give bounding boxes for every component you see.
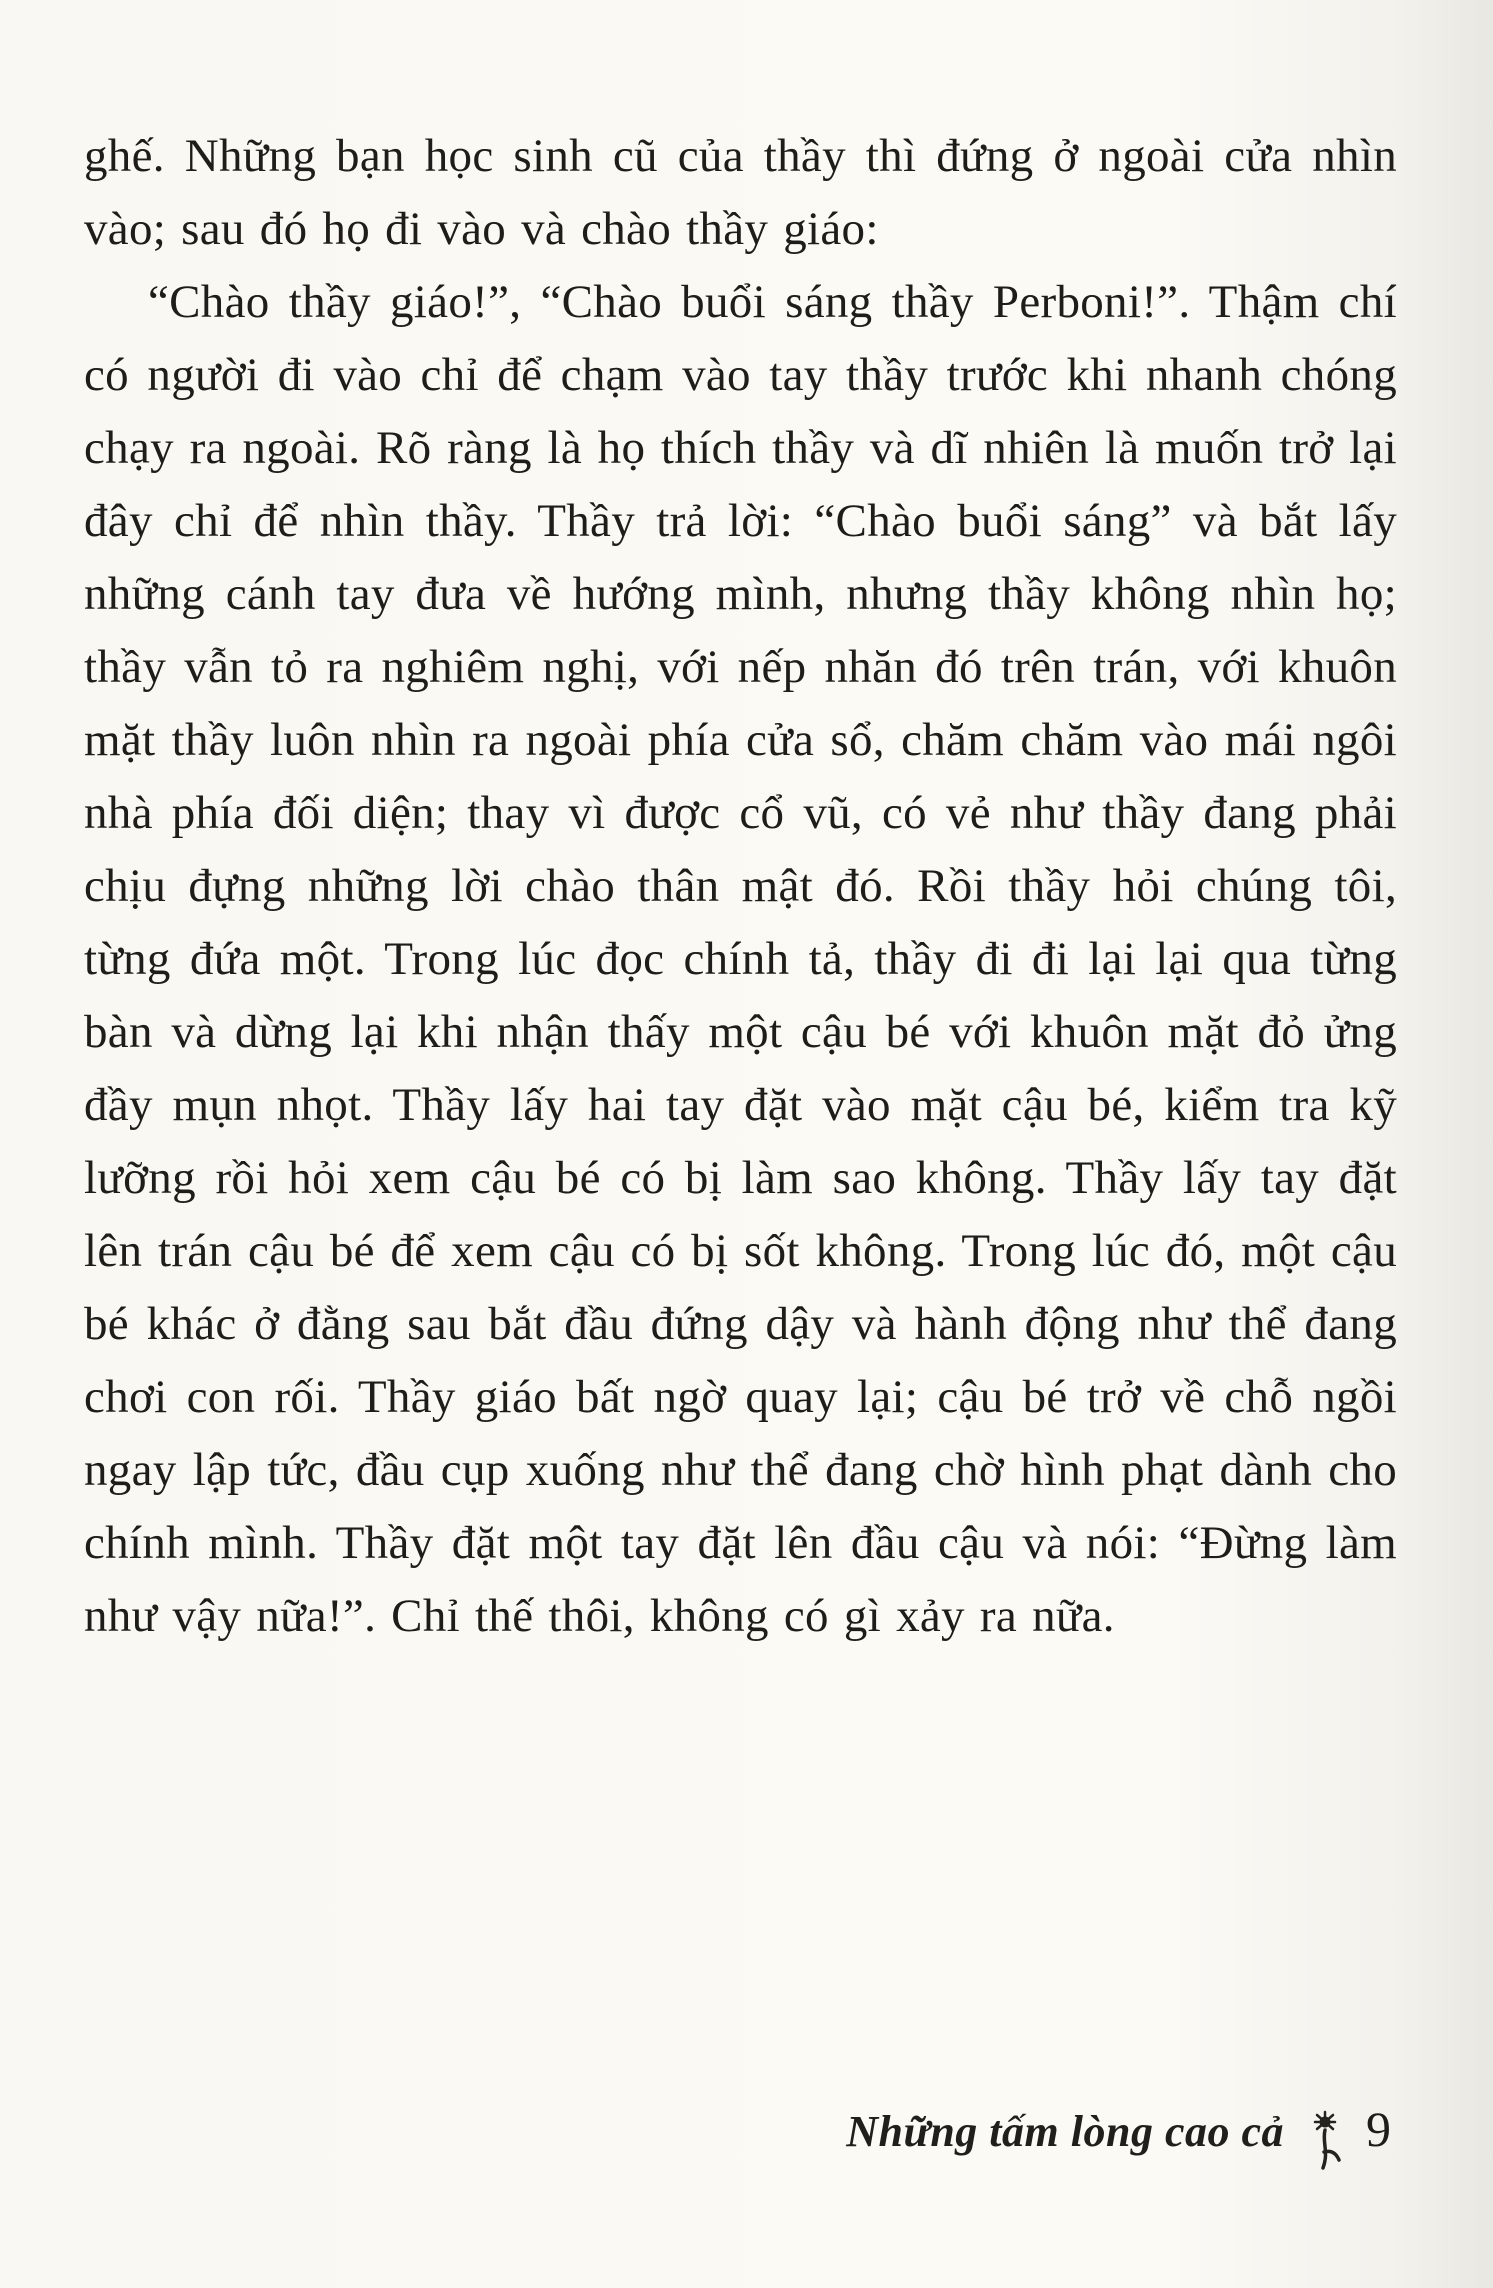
page-footer — [846, 2100, 1391, 2167]
page-number: 9 — [1366, 2101, 1391, 2157]
page-text — [84, 120, 1397, 1653]
flower-icon — [1304, 2110, 1346, 2177]
paragraph: “Chào thầy giáo!”, “Chào buổi sáng thầy Perboni!”. Thậm chí có người đi vào chỉ để chạm vào tay thầy trước khi nhanh chóng chạy ra ngoài. Rõ ràng là họ thích thầy và dĩ nhiên là muốn trở lại đây chỉ để nhìn thầy. Thầy trả lời: “Chào buổi sáng” và bắt lấy những cánh tay đưa về hướng mình, nhưng thầy không nhìn họ; thầy vẫn tỏ ra nghiêm nghị, với nếp nhăn đó trên trán, với khuôn mặt thầy luôn nhìn ra ngoài phía cửa sổ, chăm chăm vào mái ngôi nhà phía đối diện; thay vì được cổ vũ, có vẻ như thầy đang phải chịu đựng những lời chào thân mật đó. Rồi thầy hỏi chúng tôi, từng đứa một. Trong lúc đọc chính tả, thầy đi đi lại lại qua từng bàn và dừng lại khi nhận thấy một cậu bé với khuôn mặt đỏ ửng đầy mụn nhọt. Thầy lấy hai tay đặt vào mặt cậu bé, kiểm tra kỹ lưỡng rồi hỏi xem cậu bé có bị làm sao không. Thầy lấy tay đặt lên trán cậu bé để xem cậu có bị sốt không. Trong lúc đó, một cậu bé khác ở đằng sau bắt đầu đứng dậy và hành động như thể đang chơi con rối. Thầy giáo bất ngờ quay lại; cậu bé trở về chỗ ngồi ngay lập tức, đầu cụp xuống như thể đang chờ hình phạt dành cho chính mình. Thầy đặt một tay đặt lên đầu cậu và nói: “Đừng làm như vậy nữa!”. Chỉ thế thôi, không có gì xảy ra nữa. — [84, 276, 1397, 1642]
paragraph: ghế. Những bạn học sinh cũ của thầy thì đứng ở ngoài cửa nhìn vào; sau đó họ đi vào và chào thầy giáo: — [84, 130, 1397, 255]
footer-book-title: Những tấm lòng cao cả — [846, 2107, 1284, 2156]
